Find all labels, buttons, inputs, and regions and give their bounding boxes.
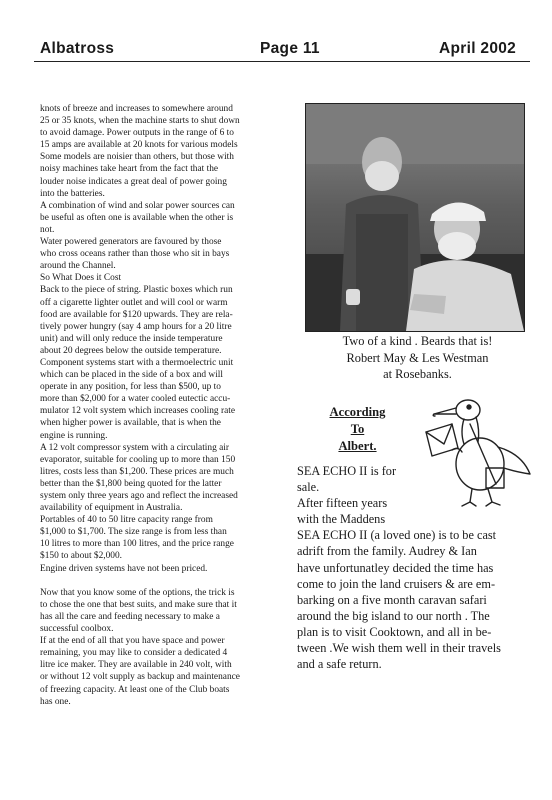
left-line: successful coolbox. <box>40 624 114 635</box>
left-line: 10 litres to more than 100 litres, and the price range <box>40 539 234 550</box>
column-title-according-to-albert <box>320 404 395 454</box>
caption-line: at Rosebanks. <box>383 367 452 381</box>
left-line: about 20 degrees below the outside temperature. <box>40 345 222 356</box>
left-line: litre ice maker. They are available in 240 volt, with <box>40 660 232 671</box>
left-line: system only three years ago and reflect the increased <box>40 491 238 501</box>
left-line: Component systems start with a thermoelectric unit <box>40 357 234 368</box>
left-article-column <box>40 103 290 708</box>
right-article-column <box>297 463 537 672</box>
left-line: Water powered generators are favoured by those <box>40 237 222 248</box>
left-line: more than $2,000 for a water cooled eutectic accu- <box>40 394 231 405</box>
right-line: come to join the land cruisers & are em- <box>297 576 496 591</box>
left-line: around the Channel. <box>40 261 116 272</box>
left-line: or without 12 volt supply as backup and maintenance <box>40 672 240 683</box>
left-line: mulator 12 volt system which increases cooling rate <box>40 406 236 417</box>
left-line: Now that you know some of the options, the trick is <box>40 587 235 598</box>
left-line: be useful as often one is available when the other is <box>40 212 234 223</box>
left-line: engine is running. <box>40 430 108 441</box>
left-line: A 12 volt compressor system with a circulating air <box>40 442 230 453</box>
left-line: which can be placed in the side of a box and will <box>40 370 224 381</box>
left-line: unit) and will only reduce the inside temperature <box>40 333 223 344</box>
right-line: with the Maddens <box>297 512 386 527</box>
left-line: remaining, you may like to consider a dedicated 4 <box>40 648 228 659</box>
left-line: Back to the piece of string. Plastic boxes which run <box>40 285 233 296</box>
right-line: around the big island to our north . The <box>297 608 490 623</box>
left-line: operate in any position, for less than $500, up to <box>40 382 221 393</box>
left-line: Some models are noisier than others, but those with <box>40 152 234 163</box>
right-line: SEA ECHO II is for <box>297 464 397 478</box>
left-line: to chose the one that best suits, and make sure that it <box>40 599 237 610</box>
left-line: food are available for $120 upwards. They are rela- <box>40 309 233 320</box>
left-line: evaporator, suitable for cooling up to more than 150 <box>40 454 236 465</box>
title-line: According <box>329 405 386 419</box>
left-line: louder noise indicates a great deal of power going <box>40 176 227 187</box>
right-line: plan is to visit Cooktown, and all in be- <box>297 624 492 639</box>
right-line: barking on a five month caravan safari <box>297 592 487 607</box>
left-line: has all the care and feeding necessary to make a <box>40 611 220 622</box>
right-line: tween .We wish them well in their travels <box>297 641 501 656</box>
left-line: litres, costs less than $1,200. These prices are much <box>40 466 234 477</box>
left-line: to avoid damage. Power outputs in the range of 6 to <box>40 128 234 139</box>
page-number: Page 11 <box>260 40 320 57</box>
left-line: who cross oceans rather than those who sit in bays <box>40 249 230 260</box>
photo-two-men <box>305 103 525 332</box>
left-line: Portables of 40 to 50 litre capacity range from <box>40 515 213 526</box>
left-line: into the batteries. <box>40 188 105 199</box>
left-line: A combination of wind and solar power sources can <box>40 200 235 211</box>
left-line: 25 or 35 knots, when the machine starts to shut down <box>40 116 240 127</box>
left-line: better than the $1,800 being quoted for the latter <box>40 478 222 489</box>
photo-caption <box>310 333 525 383</box>
right-line: and a safe return. <box>297 657 382 672</box>
left-line: availability of equipment in Australia. <box>40 503 183 514</box>
left-line: $150 to about $2,000. <box>40 551 123 562</box>
issue-date: April 2002 <box>439 40 517 57</box>
left-line: off a cigarette lighter outlet and will cool or warm <box>40 297 228 308</box>
left-line: noisy machines take heart from the fact that the <box>40 164 219 175</box>
left-line: tively power hungry (say 4 amp hours for a 20 litre <box>40 321 232 332</box>
right-line: After fifteen years <box>297 496 388 511</box>
left-line: If at the end of all that you have space and power <box>40 636 225 647</box>
left-line: 15 amps are available at 20 knots for various models <box>40 140 238 151</box>
left-line: when higher power is available, that is when the <box>40 418 221 429</box>
paragraph-gap <box>40 575 290 587</box>
header-rule <box>34 61 530 62</box>
right-line: adrift from the family. Audrey & Ian <box>297 544 477 559</box>
right-line: SEA ECHO II (a loved one) is to be cast <box>297 528 497 543</box>
newsletter-title: Albatross <box>40 40 115 57</box>
title-line: Albert. <box>338 438 377 453</box>
right-line: sale. <box>297 480 320 495</box>
section-heading: So What Does it Cost <box>40 273 122 284</box>
left-line: of freezing capacity. At least one of the Club boats <box>40 684 230 695</box>
left-line: knots of breeze and increases to somewhere around <box>40 104 233 114</box>
left-line: $1,000 to $1,700. The size range is from less than <box>40 527 227 538</box>
caption-line: Two of a kind . Beards that is! <box>342 334 493 348</box>
right-line: have unfortunatley decided the time has <box>297 560 494 575</box>
title-line: To <box>350 421 365 436</box>
left-line: not. <box>40 224 55 235</box>
left-line: has one. <box>40 696 71 707</box>
caption-line: Robert May & Les Westman <box>346 350 489 365</box>
left-line: Engine driven systems have not been priced. <box>40 563 208 574</box>
